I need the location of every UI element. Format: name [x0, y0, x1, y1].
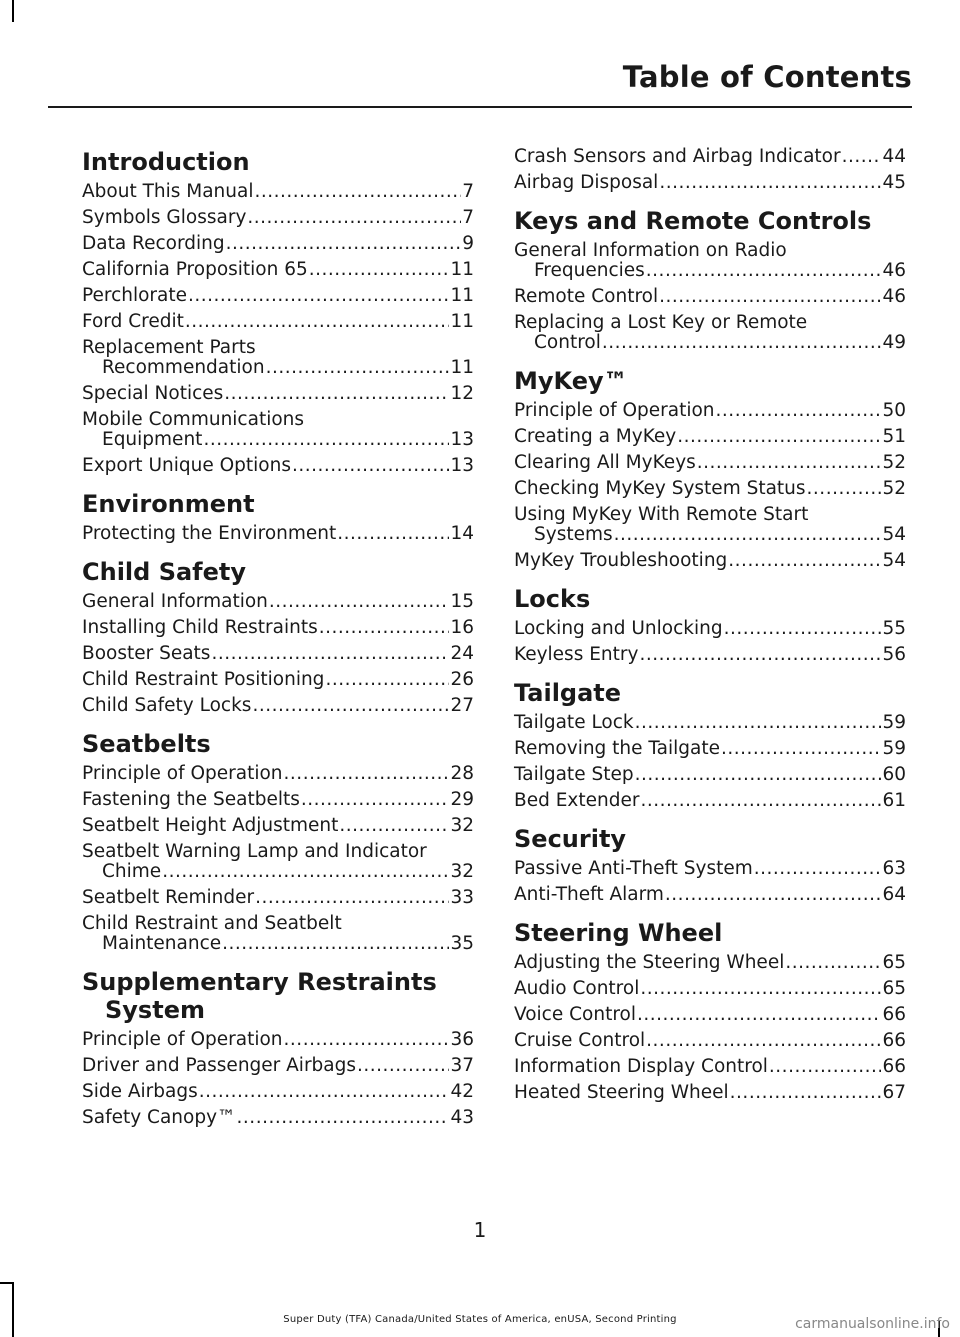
dot-leader [807, 479, 882, 499]
toc-entry-title: Voice Control [514, 1004, 636, 1025]
watermark: carmanualsonline.info [795, 1316, 950, 1332]
toc-entry[interactable] [82, 338, 474, 378]
toc-entry[interactable] [82, 1030, 474, 1050]
toc-entry-title: Special Notices [82, 383, 224, 404]
section-heading-line: Steering Wheel [514, 919, 723, 947]
toc-entry[interactable] [514, 765, 906, 785]
toc-entry-title: Side Airbags [82, 1081, 198, 1102]
toc-entry[interactable] [514, 453, 906, 473]
toc-entry-page: 36 [450, 1029, 474, 1050]
toc-right-column [514, 147, 906, 1117]
toc-entry[interactable] [514, 147, 906, 167]
toc-entry-title: Crash Sensors and Airbag Indicator [514, 146, 841, 167]
toc-entry-page: 54 [882, 550, 906, 571]
crop-mark-bottom-left [12, 1282, 14, 1337]
section-heading [514, 919, 906, 947]
toc-entry[interactable] [514, 1057, 906, 1077]
dot-leader [188, 286, 449, 306]
toc-entry-page: 11 [450, 259, 474, 280]
dot-leader [357, 1056, 449, 1076]
toc-entry-title: Driver and Passenger Airbags [82, 1055, 357, 1076]
dot-leader [292, 456, 449, 476]
toc-entry[interactable] [82, 524, 474, 544]
toc-entry[interactable] [82, 384, 474, 404]
toc-entry-page: 60 [882, 764, 906, 785]
toc-entry-title-line: General Information on Radio [514, 240, 787, 261]
toc-entry-title: Remote Control [514, 286, 659, 307]
toc-entry-title: Seatbelt Height Adjustment [82, 815, 339, 836]
toc-entry-page: 50 [882, 400, 906, 421]
toc-entry[interactable] [82, 618, 474, 638]
toc-entry-title: Protecting the Environment [82, 523, 337, 544]
toc-entry-title: Checking MyKey System Status [514, 478, 806, 499]
toc-entry[interactable] [514, 1031, 906, 1051]
toc-entry-page: 26 [450, 669, 474, 690]
toc-entry-title: Ford Credit [82, 311, 184, 332]
toc-entry-page: 52 [882, 478, 906, 499]
toc-entry-title: Tailgate Step [514, 764, 634, 785]
toc-entry-page: 64 [882, 884, 906, 905]
footer-text: Super Duty (TFA) Canada/United States of America, enUSA, Second Printing [283, 1314, 677, 1325]
dot-leader [640, 791, 881, 811]
dot-leader [199, 1082, 450, 1102]
dot-leader [635, 713, 882, 733]
toc-entry-page: 49 [882, 332, 906, 353]
toc-entry[interactable] [514, 505, 906, 545]
toc-entry-title: Clearing All MyKeys [514, 452, 696, 473]
toc-entry[interactable] [82, 1056, 474, 1076]
toc-entry-page: 7 [462, 207, 474, 228]
toc-entry-title: MyKey Troubleshooting [514, 550, 728, 571]
toc-entry-page: 11 [450, 285, 474, 306]
section-heading-line: Supplementary Restraints [82, 968, 437, 996]
toc-entry[interactable] [82, 888, 474, 908]
toc-entry[interactable] [82, 644, 474, 664]
dot-leader [319, 618, 450, 638]
toc-entry-title: Cruise Control [514, 1030, 646, 1051]
toc-entry[interactable] [82, 696, 474, 716]
toc-entry-title-line: Mobile Communications [82, 409, 305, 430]
toc-entry[interactable] [514, 885, 906, 905]
dot-leader [162, 862, 449, 882]
toc-entry[interactable] [514, 979, 906, 999]
section-heading [82, 730, 474, 758]
toc-entry[interactable] [514, 859, 906, 879]
section-heading [82, 490, 474, 518]
toc-entry[interactable] [82, 1082, 474, 1102]
page-title: Table of Contents [622, 60, 912, 94]
section-heading [82, 968, 474, 1024]
section-heading [514, 679, 906, 707]
toc-entry-page: 12 [450, 383, 474, 404]
toc-entry[interactable] [82, 842, 474, 882]
dot-leader [637, 1005, 881, 1025]
dot-leader [211, 644, 449, 664]
dot-leader [724, 619, 882, 639]
section-heading-line: Keys and Remote Controls [514, 207, 872, 235]
dot-leader [269, 592, 450, 612]
toc-entry[interactable] [82, 410, 474, 450]
toc-entry-title: Anti-Theft Alarm [514, 884, 664, 905]
toc-entry-page: 35 [450, 933, 474, 954]
dot-leader [203, 430, 449, 450]
toc-section [514, 679, 906, 811]
toc-entry-page: 66 [882, 1004, 906, 1025]
toc-entry-page: 61 [882, 790, 906, 811]
toc-section [514, 367, 906, 571]
toc-entry-title-line: Using MyKey With Remote Start [514, 504, 809, 525]
dot-leader [247, 208, 461, 228]
toc-entry-page: 66 [882, 1030, 906, 1051]
toc-section [514, 147, 906, 193]
toc-entry[interactable] [514, 739, 906, 759]
dot-leader [659, 287, 881, 307]
toc-entry-page: 59 [882, 712, 906, 733]
toc-entry-title: Bed Extender [514, 790, 640, 811]
toc-section [82, 730, 474, 954]
section-heading-line: System [105, 996, 205, 1024]
dot-leader [222, 934, 449, 954]
section-heading-line: Tailgate [514, 679, 622, 707]
dot-leader [640, 979, 881, 999]
toc-entry[interactable] [514, 791, 906, 811]
toc-entry[interactable] [82, 790, 474, 810]
toc-entry-title: Safety Canopy™ [82, 1107, 236, 1128]
dot-leader [602, 333, 882, 353]
toc-entry[interactable] [514, 1083, 906, 1103]
toc-section [514, 825, 906, 905]
toc-entry-title: Passive Anti-Theft System [514, 858, 753, 879]
toc-entry-title: Symbols Glossary [82, 207, 247, 228]
dot-leader [284, 1030, 450, 1050]
dot-leader [697, 453, 882, 473]
toc-entry-page: 44 [882, 146, 906, 167]
toc-entry[interactable] [82, 456, 474, 476]
toc-entry[interactable] [514, 479, 906, 499]
toc-entry-page: 29 [450, 789, 474, 810]
toc-entry-page: 52 [882, 452, 906, 473]
toc-section [82, 490, 474, 544]
toc-entry-page: 45 [882, 172, 906, 193]
dot-leader [339, 816, 449, 836]
toc-entry[interactable] [514, 313, 906, 353]
toc-entry[interactable] [82, 208, 474, 228]
toc-section [82, 968, 474, 1128]
toc-entry-page: 27 [450, 695, 474, 716]
toc-entry-page: 11 [450, 357, 474, 378]
section-heading [514, 367, 906, 395]
toc-entry-title: Installing Child Restraints [82, 617, 318, 638]
toc-entry-title: Child Restraint Positioning [82, 669, 325, 690]
crop-mark-bottom-left-h [0, 1282, 14, 1284]
toc-entry-title: Chime [102, 861, 162, 882]
toc-entry-title: Tailgate Lock [514, 712, 634, 733]
toc-left-column [82, 148, 474, 1142]
dot-leader [185, 312, 450, 332]
dot-leader [325, 670, 449, 690]
toc-entry-title: Systems [534, 524, 613, 545]
toc-entry-page: 28 [450, 763, 474, 784]
toc-entry-page: 13 [450, 455, 474, 476]
dot-leader [677, 427, 881, 447]
dot-leader [252, 696, 449, 716]
dot-leader [337, 524, 449, 544]
toc-entry-title: Adjusting the Steering Wheel [514, 952, 785, 973]
dot-leader [237, 1108, 450, 1128]
dot-leader [728, 551, 881, 571]
toc-entry[interactable] [514, 401, 906, 421]
toc-entry[interactable] [514, 645, 906, 665]
dot-leader [754, 859, 882, 879]
dot-leader [284, 764, 450, 784]
section-heading-line: Seatbelts [82, 730, 211, 758]
toc-entry-title: Principle of Operation [82, 763, 283, 784]
toc-entry-page: 16 [450, 617, 474, 638]
toc-entry-title: Child Safety Locks [82, 695, 252, 716]
toc-entry-page: 59 [882, 738, 906, 759]
toc-entry-title: Recommendation [102, 357, 265, 378]
section-heading-line: Locks [514, 585, 591, 613]
toc-section [82, 558, 474, 716]
toc-entry-title: Data Recording [82, 233, 225, 254]
toc-entry-page: 51 [882, 426, 906, 447]
toc-entry-title: California Proposition 65 [82, 259, 308, 280]
dot-leader [309, 260, 450, 280]
dot-leader [659, 173, 881, 193]
toc-entry-page: 43 [450, 1107, 474, 1128]
toc-entry[interactable] [82, 670, 474, 690]
toc-entry-page: 33 [450, 887, 474, 908]
toc-entry-title: Principle of Operation [82, 1029, 283, 1050]
toc-entry[interactable] [82, 312, 474, 332]
toc-section [514, 207, 906, 353]
toc-entry-title: Principle of Operation [514, 400, 715, 421]
section-heading-line: Introduction [82, 148, 250, 176]
toc-entry-page: 24 [450, 643, 474, 664]
crop-mark-top-left [12, 0, 14, 22]
toc-entry[interactable] [82, 592, 474, 612]
toc-entry-title: Booster Seats [82, 643, 211, 664]
toc-entry-title-line: Seatbelt Warning Lamp and Indicator [82, 841, 427, 862]
toc-entry[interactable] [82, 182, 474, 202]
dot-leader [721, 739, 881, 759]
toc-entry-title: General Information [82, 591, 268, 612]
toc-section [514, 585, 906, 665]
toc-entry[interactable] [514, 427, 906, 447]
toc-entry-page: 54 [882, 524, 906, 545]
toc-entry-page: 65 [882, 978, 906, 999]
toc-entry-page: 32 [450, 815, 474, 836]
page-number: 1 [473, 1218, 487, 1242]
toc-entry[interactable] [514, 287, 906, 307]
toc-entry-page: 46 [882, 286, 906, 307]
toc-entry-title: Heated Steering Wheel [514, 1082, 729, 1103]
dot-leader [665, 885, 882, 905]
dot-leader [635, 765, 882, 785]
dot-leader [785, 953, 881, 973]
toc-entry[interactable] [514, 173, 906, 193]
toc-entry-page: 65 [882, 952, 906, 973]
toc-entry[interactable] [514, 713, 906, 733]
toc-entry-page: 7 [462, 181, 474, 202]
toc-entry-title: Removing the Tailgate [514, 738, 720, 759]
section-heading [82, 148, 474, 176]
toc-entry-page: 66 [882, 1056, 906, 1077]
toc-entry-page: 37 [450, 1055, 474, 1076]
toc-entry-title: Audio Control [514, 978, 640, 999]
toc-entry-page: 32 [450, 861, 474, 882]
dot-leader [266, 358, 450, 378]
toc-entry-page: 11 [450, 311, 474, 332]
toc-entry-title: About This Manual [82, 181, 254, 202]
toc-entry-page: 14 [450, 523, 474, 544]
dot-leader [226, 234, 462, 254]
toc-entry[interactable] [82, 764, 474, 784]
toc-entry[interactable] [514, 619, 906, 639]
section-heading [82, 558, 474, 586]
toc-entry-title-line: Replacing a Lost Key or Remote [514, 312, 808, 333]
toc-entry-title: Maintenance [102, 933, 222, 954]
section-heading-line: Environment [82, 490, 255, 518]
dot-leader [769, 1057, 882, 1077]
toc-entry-title-line: Child Restraint and Seatbelt [82, 913, 342, 934]
toc-entry[interactable] [514, 1005, 906, 1025]
toc-entry-title: Keyless Entry [514, 644, 639, 665]
toc-entry-page: 63 [882, 858, 906, 879]
section-heading-line: Security [514, 825, 627, 853]
toc-entry[interactable] [82, 816, 474, 836]
dot-leader [255, 888, 449, 908]
toc-entry-title: Perchlorate [82, 285, 188, 306]
toc-entry-title: Information Display Control [514, 1056, 768, 1077]
dot-leader [224, 384, 449, 404]
section-heading [514, 207, 906, 235]
section-heading-line: Child Safety [82, 558, 247, 586]
dot-leader [646, 261, 882, 281]
toc-entry-title: Airbag Disposal [514, 172, 659, 193]
toc-section [82, 148, 474, 476]
dot-leader [614, 525, 882, 545]
toc-entry-title: Export Unique Options [82, 455, 291, 476]
dot-leader [255, 182, 462, 202]
toc-entry[interactable] [82, 286, 474, 306]
toc-entry[interactable] [82, 914, 474, 954]
toc-section [514, 919, 906, 1103]
dot-leader [301, 790, 450, 810]
toc-entry-title: Control [534, 332, 601, 353]
toc-entry[interactable] [514, 241, 906, 281]
toc-entry-page: 9 [462, 233, 474, 254]
toc-entry-page: 56 [882, 644, 906, 665]
toc-entry-page: 46 [882, 260, 906, 281]
toc-entry-title: Fastening the Seatbelts [82, 789, 300, 810]
dot-leader [646, 1031, 881, 1051]
section-heading [514, 825, 906, 853]
toc-entry-page: 67 [882, 1082, 906, 1103]
section-heading-line: MyKey™ [514, 367, 628, 395]
toc-entry-title: Locking and Unlocking [514, 618, 723, 639]
toc-entry-title: Creating a MyKey [514, 426, 677, 447]
dot-leader [716, 401, 882, 421]
toc-entry[interactable] [514, 551, 906, 571]
dot-leader [639, 645, 881, 665]
toc-entry-title-line: Replacement Parts [82, 337, 256, 358]
toc-entry-page: 42 [450, 1081, 474, 1102]
toc-entry-title: Seatbelt Reminder [82, 887, 255, 908]
toc-entry-page: 15 [450, 591, 474, 612]
toc-entry[interactable] [82, 234, 474, 254]
dot-leader [842, 147, 882, 167]
toc-entry-title: Frequencies [534, 260, 645, 281]
header-rule [48, 106, 912, 108]
dot-leader [730, 1083, 882, 1103]
toc-entry-title: Equipment [102, 429, 203, 450]
toc-entry[interactable] [514, 953, 906, 973]
section-heading [514, 585, 906, 613]
toc-entry[interactable] [82, 1108, 474, 1128]
toc-entry-page: 13 [450, 429, 474, 450]
toc-entry[interactable] [82, 260, 474, 280]
toc-entry-page: 55 [882, 618, 906, 639]
